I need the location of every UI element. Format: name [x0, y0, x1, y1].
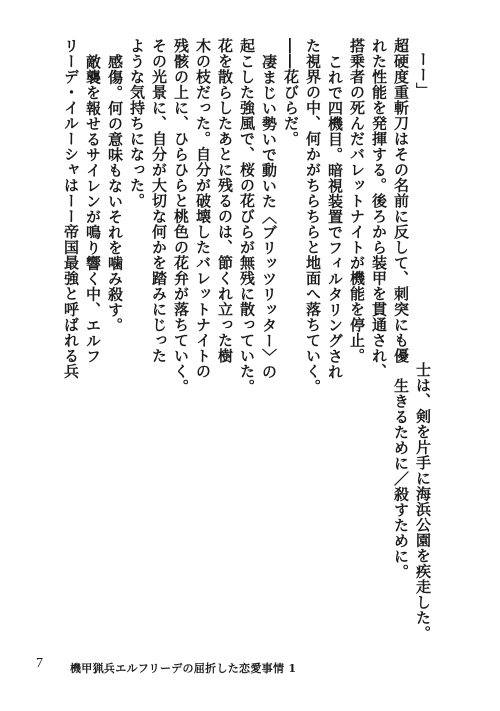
- text-column: これで四機目。暗視装置でフィルタリングされ: [326, 54, 344, 380]
- text-column: 感傷。何の意味もないそれを噛み殺す。: [106, 54, 124, 333]
- text-column: 木の枝だった。自分が破壊したバレットナイトの: [194, 38, 212, 379]
- text-column: その光景に、自分が大切な何かを踏みにじった: [150, 38, 168, 364]
- text-column: リーデ・イルーシャはーー帝国最強と呼ばれる兵: [62, 38, 80, 379]
- text-column: 敵襲を報せるサイレンが鳴り響く中、エルフ: [84, 54, 102, 364]
- page-number: 7: [36, 656, 43, 671]
- text-column: た視界の中、何かがちらちらと地面へ落ちていく。: [304, 38, 322, 395]
- text-column: れた性能を発揮する。後ろから装甲を貫通され、: [370, 38, 388, 379]
- text-column: 搭乗者の死んだバレットナイトが機能を停止。: [348, 38, 366, 364]
- text-column: ような気持ちになった。: [128, 38, 146, 209]
- text-column: 超硬度重斬刀はその名前に反して、刺突にも優: [392, 38, 410, 364]
- text-column: 花を散らしたあとに残るのは、節くれ立った樹: [216, 38, 234, 364]
- text-column: 士は、剣を片手に海浜公園を疾走した。: [414, 362, 432, 641]
- text-column: 起こした強風で、桜の花びらが無残に散っていた。: [238, 38, 256, 395]
- text-column: ――花びらだ。: [282, 38, 300, 147]
- text-column: ーー」: [414, 36, 432, 98]
- text-column: 凄まじい勢いで動いた〈ブリッツリッター〉の: [260, 54, 278, 380]
- text-column: 生きるために／殺すために。: [392, 378, 410, 580]
- running-title: 機甲猟兵エルフリーデの屈折した恋愛事情 1: [70, 662, 297, 675]
- text-column: 残骸の上に、ひらひらと桃色の花弁が落ちていく。: [172, 38, 190, 395]
